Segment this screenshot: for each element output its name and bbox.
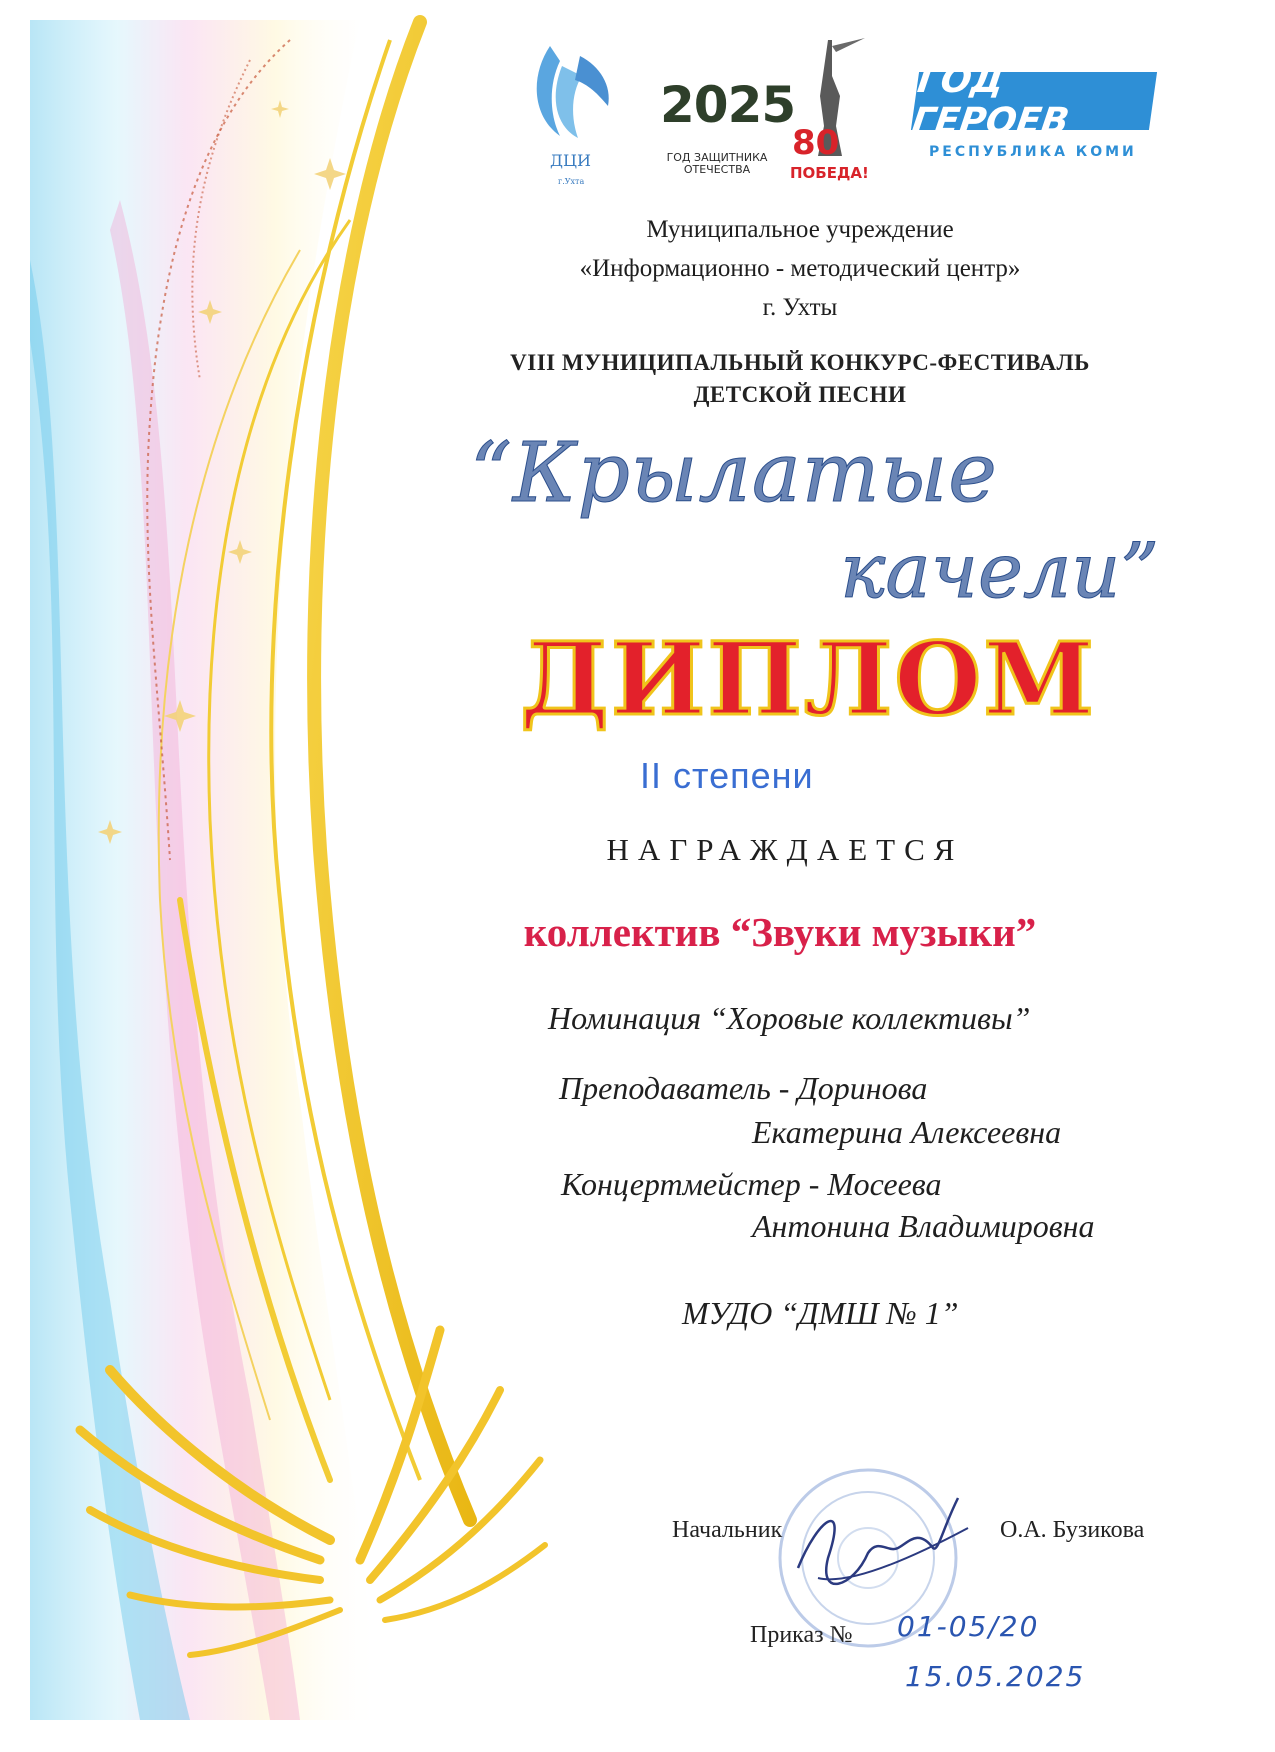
year-of-heroes-subtitle: РЕСПУБЛИКА КОМИ — [929, 144, 1137, 160]
year-of-heroes-logo — [909, 60, 1160, 182]
year-2025-number: 2025 — [660, 76, 796, 134]
contest-title-line-1: VIII МУНИЦИПАЛЬНЫЙ КОНКУРС-ФЕСТИВАЛЬ — [510, 350, 1090, 375]
dci-logo-sub: г.Ухта — [558, 177, 585, 186]
victory-80-number: 80 — [792, 123, 840, 163]
diploma-title: ДИПЛОМ — [520, 620, 1097, 738]
school-name: МУДО “ДМШ № 1” — [682, 1295, 959, 1331]
diploma-degree: II степени — [640, 755, 814, 796]
nomination: Номинация “Хоровые коллективы” — [548, 1000, 1031, 1036]
organization-line-1: Муниципальное учреждение — [646, 216, 954, 243]
organization-line-3: г. Ухты — [762, 294, 838, 321]
organization-block — [520, 210, 1080, 327]
contest-title — [470, 347, 1130, 411]
year-2025-caption-line2: ОТЕЧЕСТВА — [683, 163, 751, 176]
accompanist-line-2: Антонина Владимировна — [752, 1208, 1095, 1244]
victory-80-text: ПОБЕДА! — [790, 164, 869, 182]
gold-curve-main — [314, 22, 470, 1520]
year-of-heroes-title: ГОД ГЕРОЕВ — [909, 60, 1072, 142]
victory-80-logo — [770, 36, 890, 196]
year-of-heroes-badge — [909, 60, 1157, 142]
signature-label: Начальник — [672, 1517, 783, 1543]
dci-logo-text: ДЦИ — [550, 151, 591, 170]
year-2025-caption — [662, 152, 772, 176]
dci-logo — [520, 36, 630, 196]
accompanist-line-1: Концертмейстер - Мосеева — [561, 1166, 942, 1202]
recipient-name: коллектив “Звуки музыки” — [523, 909, 1037, 955]
organization-line-2: «Информационно - методический центр» — [579, 255, 1021, 282]
awarded-heading: НАГРАЖДАЕТСЯ — [606, 832, 964, 867]
year-2025-caption-line1: ГОД ЗАЩИТНИКА — [666, 151, 768, 164]
order-label: Приказ № — [750, 1622, 853, 1648]
order-number: 01-05/20 — [897, 1610, 1040, 1643]
teacher-line-1: Преподаватель - Доринова — [559, 1070, 928, 1106]
teacher-line-2: Екатерина Алексеевна — [752, 1114, 1062, 1150]
logo-row — [520, 36, 1160, 196]
festival-name-line-1: “Крылатые — [470, 426, 998, 521]
festival-name-line-2: качели” — [840, 526, 1160, 615]
order-date: 15.05.2025 — [905, 1660, 1086, 1693]
contest-title-line-2: ДЕТСКОЙ ПЕСНИ — [693, 382, 907, 407]
signatory-name: О.А. Бузикова — [1000, 1517, 1145, 1543]
